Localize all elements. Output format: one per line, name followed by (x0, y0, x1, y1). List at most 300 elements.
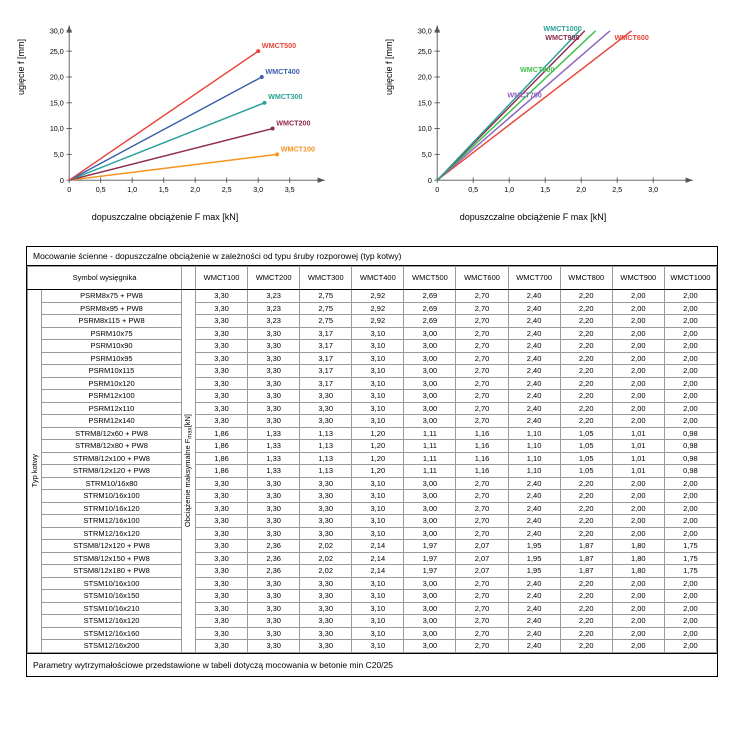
cell: 3,30 (248, 352, 300, 365)
row-label: PSRM12x110 (42, 402, 182, 415)
cell: 3,30 (196, 402, 248, 415)
cell: 2,70 (456, 602, 508, 615)
cell: 2,00 (612, 402, 664, 415)
table-row (28, 390, 717, 403)
cell: 3,30 (300, 640, 352, 653)
cell: 3,30 (248, 640, 300, 653)
cell: 3,10 (352, 515, 404, 528)
cell: 3,30 (300, 415, 352, 428)
cell: 1,33 (248, 440, 300, 453)
svg-text:1,5: 1,5 (158, 184, 169, 194)
cell: 1,05 (560, 427, 612, 440)
svg-text:0: 0 (59, 175, 64, 185)
table-row (28, 615, 717, 628)
cell: 2,00 (612, 315, 664, 328)
col-header: WMCT500 (404, 267, 456, 290)
value-group-header (182, 267, 196, 290)
svg-text:WMCT600: WMCT600 (614, 32, 649, 42)
cell: 3,00 (404, 377, 456, 390)
cell: 3,00 (404, 477, 456, 490)
cell: 2,20 (560, 377, 612, 390)
cell: 0,98 (664, 440, 716, 453)
cell: 3,00 (404, 527, 456, 540)
row-label: STSM10/16x100 (42, 577, 182, 590)
cell: 2,40 (508, 515, 560, 528)
cell: 2,70 (456, 577, 508, 590)
cell: 3,30 (196, 377, 248, 390)
cell: 2,20 (560, 615, 612, 628)
cell: 3,10 (352, 627, 404, 640)
cell: 2,40 (508, 415, 560, 428)
svg-text:15,0: 15,0 (417, 98, 432, 108)
cell: 3,10 (352, 490, 404, 503)
cell: 1,13 (300, 452, 352, 465)
cell: 2,36 (248, 565, 300, 578)
cell: 2,70 (456, 365, 508, 378)
chart-right-plot (417, 14, 700, 206)
cell: 3,30 (196, 477, 248, 490)
cell: 3,30 (248, 602, 300, 615)
cell: 3,30 (196, 527, 248, 540)
svg-text:WMCT100: WMCT100 (280, 144, 316, 154)
cell: 1,80 (612, 552, 664, 565)
cell: 2,00 (612, 615, 664, 628)
cell: 2,20 (560, 415, 612, 428)
cell: 3,30 (196, 565, 248, 578)
cell: 3,30 (300, 490, 352, 503)
row-label: PSRM8x95 + PW8 (42, 302, 182, 315)
table-title: Mocowanie ścienne - dopuszczalne obciążenie w zależności od typu śruby rozporowej (typ kotwy) (27, 247, 717, 266)
row-label: STRM10/16x120 (42, 502, 182, 515)
col-header: WMCT300 (300, 267, 352, 290)
cell: 2,36 (248, 540, 300, 553)
cell: 2,40 (508, 377, 560, 390)
cell: 2,70 (456, 590, 508, 603)
cell: 3,30 (248, 377, 300, 390)
row-label: STSM12/16x160 (42, 627, 182, 640)
cell: 3,00 (404, 577, 456, 590)
cell: 2,20 (560, 627, 612, 640)
cell: 1,20 (352, 440, 404, 453)
cell: 0,98 (664, 465, 716, 478)
cell: 3,17 (300, 340, 352, 353)
cell: 2,70 (456, 352, 508, 365)
cell: 1,16 (456, 427, 508, 440)
cell: 3,00 (404, 365, 456, 378)
cell: 3,10 (352, 640, 404, 653)
col-header: WMCT200 (248, 267, 300, 290)
cell: 2,70 (456, 390, 508, 403)
cell: 2,20 (560, 577, 612, 590)
table-row (28, 490, 717, 503)
cell: 1,11 (404, 465, 456, 478)
chart-right-xlabel: dopuszczalne obciążenie F max [kN] (459, 212, 607, 222)
cell: 2,00 (612, 290, 664, 303)
svg-text:30,0: 30,0 (417, 26, 432, 36)
cell: 1,01 (612, 440, 664, 453)
cell: 2,00 (664, 590, 716, 603)
table-row (28, 502, 717, 515)
cell: 3,30 (248, 390, 300, 403)
cell: 2,00 (664, 402, 716, 415)
cell: 2,20 (560, 290, 612, 303)
cell: 3,30 (248, 527, 300, 540)
cell: 2,00 (664, 527, 716, 540)
cell: 1,05 (560, 440, 612, 453)
cell: 3,30 (300, 527, 352, 540)
cell: 3,30 (196, 615, 248, 628)
svg-text:0,5: 0,5 (468, 184, 479, 194)
cell: 1,16 (456, 440, 508, 453)
svg-text:1,0: 1,0 (127, 184, 138, 194)
cell: 2,20 (560, 477, 612, 490)
table-row (28, 402, 717, 415)
cell: 3,30 (196, 627, 248, 640)
table-footer-note: Parametry wytrzymałościowe przedstawione w tabeli dotyczą mocowania w betonie min C20/25 (27, 653, 717, 676)
cell: 1,10 (508, 427, 560, 440)
cell: 2,00 (612, 352, 664, 365)
cell: 2,70 (456, 627, 508, 640)
svg-text:WMCT400: WMCT400 (265, 67, 300, 76)
cell: 3,30 (300, 577, 352, 590)
cell: 1,05 (560, 452, 612, 465)
cell: 2,70 (456, 502, 508, 515)
cell: 3,30 (248, 502, 300, 515)
cell: 2,70 (456, 415, 508, 428)
row-label: STSM12/16x120 (42, 615, 182, 628)
cell: 2,69 (404, 315, 456, 328)
cell: 2,40 (508, 527, 560, 540)
row-label: STSM8/12x150 + PW8 (42, 552, 182, 565)
cell: 3,30 (248, 365, 300, 378)
svg-text:0: 0 (435, 184, 440, 194)
cell: 1,20 (352, 427, 404, 440)
col-header: WMCT700 (508, 267, 560, 290)
svg-text:15,0: 15,0 (49, 98, 64, 108)
cell: 2,70 (456, 477, 508, 490)
table-body (28, 290, 717, 653)
cell: 3,00 (404, 615, 456, 628)
cell: 2,40 (508, 490, 560, 503)
svg-text:20,0: 20,0 (417, 72, 432, 82)
table-row (28, 440, 717, 453)
cell: 2,00 (664, 577, 716, 590)
cell: 3,30 (196, 302, 248, 315)
cell: 1,87 (560, 552, 612, 565)
cell: 1,10 (508, 465, 560, 478)
row-label: STSM10/16x210 (42, 602, 182, 615)
cell: 2,40 (508, 390, 560, 403)
cell: 3,10 (352, 377, 404, 390)
cell: 2,36 (248, 552, 300, 565)
cell: 2,00 (612, 327, 664, 340)
col-header: WMCT900 (612, 267, 664, 290)
cell: 1,13 (300, 440, 352, 453)
svg-text:WMCT500: WMCT500 (261, 40, 297, 50)
svg-text:25,0: 25,0 (417, 46, 432, 56)
cell: 2,00 (664, 340, 716, 353)
row-label: STSM8/12x120 + PW8 (42, 540, 182, 553)
cell: 2,07 (456, 552, 508, 565)
cell: 1,86 (196, 465, 248, 478)
cell: 3,17 (300, 365, 352, 378)
cell: 2,00 (612, 502, 664, 515)
cell: 3,30 (300, 402, 352, 415)
cell: 3,30 (248, 327, 300, 340)
cell: 3,30 (248, 515, 300, 528)
cell: 3,00 (404, 490, 456, 503)
row-label: PSRM10x75 (42, 327, 182, 340)
cell: 3,17 (300, 327, 352, 340)
cell: 1,01 (612, 465, 664, 478)
cell: 2,20 (560, 502, 612, 515)
col-header: WMCT800 (560, 267, 612, 290)
row-label: STRM12/16x120 (42, 527, 182, 540)
chart-left-xlabel: dopuszczalne obciążenie F max [kN] (91, 212, 239, 222)
cell: 2,40 (508, 590, 560, 603)
table-row (28, 477, 717, 490)
cell: 3,10 (352, 477, 404, 490)
chart-right (368, 4, 736, 240)
cell: 2,14 (352, 552, 404, 565)
cell: 1,10 (508, 440, 560, 453)
table-row (28, 465, 717, 478)
chart-right-ylabel: ugięcie f [mm] (384, 38, 394, 96)
cell: 1,95 (508, 565, 560, 578)
cell: 3,10 (352, 402, 404, 415)
cell: 2,20 (560, 315, 612, 328)
svg-text:WMCT200: WMCT200 (276, 118, 311, 128)
cell: 3,23 (248, 290, 300, 303)
cell: 2,02 (300, 552, 352, 565)
cell: 2,00 (664, 290, 716, 303)
charts-row (0, 0, 736, 240)
cell: 1,97 (404, 552, 456, 565)
col-header: WMCT400 (352, 267, 404, 290)
cell: 2,92 (352, 290, 404, 303)
cell: 2,40 (508, 302, 560, 315)
cell: 3,00 (404, 390, 456, 403)
cell: 1,16 (456, 465, 508, 478)
cell: 3,23 (248, 315, 300, 328)
cell: 2,40 (508, 627, 560, 640)
cell: 3,10 (352, 390, 404, 403)
cell: 3,00 (404, 602, 456, 615)
cell: 1,01 (612, 452, 664, 465)
cell: 2,70 (456, 302, 508, 315)
cell: 1,80 (612, 565, 664, 578)
row-label: STSM10/16x150 (42, 590, 182, 603)
cell: 2,00 (612, 527, 664, 540)
chart-left-plot (49, 14, 332, 206)
cell: 2,70 (456, 527, 508, 540)
cell: 1,86 (196, 440, 248, 453)
cell: 0,98 (664, 452, 716, 465)
cell: 2,70 (456, 615, 508, 628)
cell: 2,40 (508, 402, 560, 415)
cell: 3,17 (300, 352, 352, 365)
cell: 1,86 (196, 452, 248, 465)
cell: 2,20 (560, 302, 612, 315)
cell: 1,20 (352, 452, 404, 465)
cell: 2,00 (664, 615, 716, 628)
cell: 3,30 (196, 540, 248, 553)
table-row (28, 452, 717, 465)
cell: 2,00 (612, 602, 664, 615)
cell: 2,00 (664, 365, 716, 378)
cell: 2,00 (664, 490, 716, 503)
chart-left-ylabel: ugięcie f [mm] (16, 38, 26, 96)
svg-text:2,5: 2,5 (612, 184, 623, 194)
cell: 2,70 (456, 315, 508, 328)
cell: 3,10 (352, 527, 404, 540)
row-label: PSRM10x95 (42, 352, 182, 365)
cell: 3,30 (248, 490, 300, 503)
cell: 3,00 (404, 627, 456, 640)
cell: 3,30 (196, 577, 248, 590)
cell: 2,00 (612, 515, 664, 528)
cell: 1,95 (508, 540, 560, 553)
row-label: PSRM10x90 (42, 340, 182, 353)
cell: 3,10 (352, 590, 404, 603)
cell: 3,30 (300, 502, 352, 515)
cell: 3,30 (196, 290, 248, 303)
cell: 2,00 (664, 352, 716, 365)
row-label: STRM8/12x80 + PW8 (42, 440, 182, 453)
cell: 2,70 (456, 290, 508, 303)
cell: 1,95 (508, 552, 560, 565)
table-row (28, 640, 717, 653)
cell: 1,75 (664, 540, 716, 553)
cell: 2,20 (560, 402, 612, 415)
cell: 2,20 (560, 327, 612, 340)
col-header: WMCT600 (456, 267, 508, 290)
cell: 2,00 (664, 502, 716, 515)
row-label: PSRM8x115 + PW8 (42, 315, 182, 328)
cell: 3,00 (404, 515, 456, 528)
table-row (28, 365, 717, 378)
table-row (28, 627, 717, 640)
cell: 2,00 (664, 602, 716, 615)
cell: 2,40 (508, 602, 560, 615)
cell: 3,10 (352, 340, 404, 353)
cell: 3,10 (352, 602, 404, 615)
svg-text:5,0: 5,0 (53, 149, 64, 159)
row-group-label: Typ kotwy (28, 290, 42, 653)
cell: 3,10 (352, 615, 404, 628)
svg-text:0,5: 0,5 (95, 184, 106, 194)
cell: 1,33 (248, 465, 300, 478)
cell: 2,14 (352, 565, 404, 578)
cell: 2,40 (508, 352, 560, 365)
cell: 3,00 (404, 352, 456, 365)
cell: 2,40 (508, 365, 560, 378)
cell: 2,20 (560, 602, 612, 615)
table-row (28, 590, 717, 603)
cell: 2,40 (508, 477, 560, 490)
row-label: STRM8/12x120 + PW8 (42, 465, 182, 478)
cell: 1,87 (560, 565, 612, 578)
cell: 2,00 (612, 390, 664, 403)
cell: 1,75 (664, 565, 716, 578)
cell: 3,30 (196, 552, 248, 565)
table-row (28, 552, 717, 565)
cell: 2,70 (456, 340, 508, 353)
cell: 3,30 (248, 627, 300, 640)
table-row (28, 377, 717, 390)
svg-text:WMCT900: WMCT900 (545, 32, 580, 42)
cell: 2,20 (560, 365, 612, 378)
cell: 3,30 (300, 390, 352, 403)
cell: 2,40 (508, 615, 560, 628)
cell: 3,30 (248, 340, 300, 353)
table-row (28, 515, 717, 528)
load-table (26, 246, 718, 677)
cell: 2,70 (456, 327, 508, 340)
corner-header: Symbol wysięgnika (28, 267, 182, 290)
svg-text:1,5: 1,5 (540, 184, 551, 194)
cell: 3,30 (248, 402, 300, 415)
cell: 2,00 (664, 627, 716, 640)
cell: 2,00 (612, 340, 664, 353)
row-label: PSRM10x115 (42, 365, 182, 378)
table-row (28, 427, 717, 440)
svg-text:5,0: 5,0 (421, 149, 432, 159)
row-label: STSM8/12x180 + PW8 (42, 565, 182, 578)
cell: 3,17 (300, 377, 352, 390)
svg-text:3,5: 3,5 (284, 184, 295, 194)
cell: 2,00 (612, 577, 664, 590)
cell: 3,30 (300, 627, 352, 640)
cell: 2,07 (456, 540, 508, 553)
cell: 3,30 (196, 327, 248, 340)
col-header: WMCT1000 (664, 267, 716, 290)
svg-text:25,0: 25,0 (49, 46, 64, 56)
table-row (28, 527, 717, 540)
svg-text:0: 0 (427, 175, 432, 185)
cell: 1,33 (248, 427, 300, 440)
cell: 1,87 (560, 540, 612, 553)
svg-text:1,0: 1,0 (504, 184, 515, 194)
cell: 1,13 (300, 427, 352, 440)
cell: 2,20 (560, 340, 612, 353)
cell: 3,30 (300, 477, 352, 490)
cell: 0,98 (664, 427, 716, 440)
cell: 3,30 (196, 415, 248, 428)
cell: 2,00 (612, 627, 664, 640)
svg-text:WMCT700: WMCT700 (507, 90, 542, 100)
cell: 2,40 (508, 640, 560, 653)
table (27, 266, 717, 653)
cell: 3,30 (196, 352, 248, 365)
cell: 3,30 (196, 340, 248, 353)
cell: 3,30 (196, 515, 248, 528)
cell: 1,11 (404, 427, 456, 440)
table-row (28, 327, 717, 340)
cell: 3,00 (404, 640, 456, 653)
chart-left (0, 4, 368, 240)
cell: 1,97 (404, 565, 456, 578)
cell: 2,20 (560, 515, 612, 528)
cell: 3,30 (196, 590, 248, 603)
row-label: STRM10/16x100 (42, 490, 182, 503)
cell: 2,00 (612, 590, 664, 603)
cell: 2,00 (664, 415, 716, 428)
cell: 3,10 (352, 415, 404, 428)
table-row (28, 565, 717, 578)
value-group-label: Obciążenie maksymalne $F_{max}[kN]$ (182, 290, 196, 653)
cell: 2,00 (664, 302, 716, 315)
